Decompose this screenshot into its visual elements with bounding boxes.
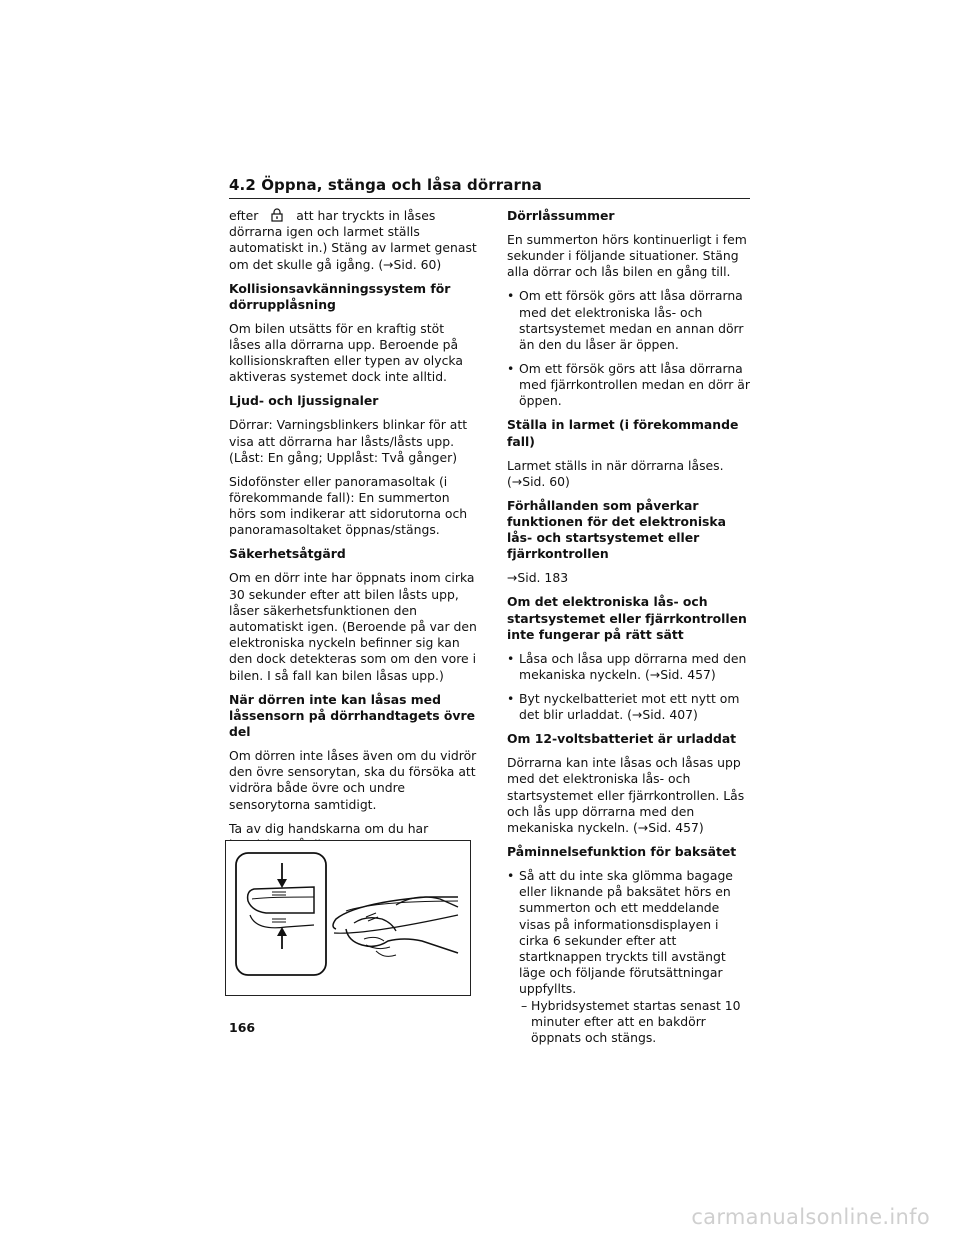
- signals-heading: Ljud- och ljussignaler: [229, 393, 379, 409]
- lock-icon: [262, 208, 292, 222]
- section-title: 4.2 Öppna, stänga och låsa dörrarna: [229, 176, 543, 194]
- intro-paragraph: [229, 208, 479, 273]
- list-item: • Låsa och låsa upp dörrarna med den mekaniska nyckeln. (→Sid. 457): [507, 651, 751, 683]
- list-item: • Byt nyckelbatteriet mot ett nytt om det blir urladdat. (→Sid. 407): [507, 691, 751, 723]
- malfunction-list: [507, 651, 751, 724]
- malfunction-heading: Om det elektroniska lås- och startsystemet eller fjärrkontrollen inte fungerar på rätt sätt: [507, 594, 747, 642]
- alarm-heading: Ställa in larmet (i förekommande fall): [507, 417, 739, 449]
- right-column: [507, 208, 751, 1054]
- title-divider: [229, 198, 750, 199]
- signals-text-windows: Sidofönster eller panoramasoltak (i förekommande fall): En summerton hörs som indikerar att sidorutorna och panoramasoltaket öppnas/stängs.: [229, 473, 468, 538]
- signals-text-doors: Dörrar: Varningsblinkers blinkar för att visa att dörrarna har låsts/låsts upp. (Låst: En gång; Upplåst: Två gånger): [229, 417, 468, 465]
- conditions-heading: Förhållanden som påverkar funktionen för det elektroniska lås- och startsystemet eller fjärrkontrollen: [507, 497, 727, 562]
- left-column: [229, 208, 479, 861]
- collision-heading: Kollisionsavkänningssystem för dörrupplåsning: [229, 280, 451, 312]
- list-item: • Om ett försök görs att låsa dörrarna med fjärrkontrollen medan en dörr är öppen.: [507, 361, 751, 410]
- sensor-heading: När dörren inte kan låsas med låssensorn på dörrhandtagets övre del: [229, 691, 476, 740]
- door-handle-lock-sensor-illustration: [226, 841, 470, 995]
- conditions-reference: →Sid. 183: [507, 570, 569, 586]
- alarm-text: Larmet ställs in när dörrarna låses. (→Sid. 60): [507, 457, 724, 489]
- battery-heading: Om 12-voltsbatteriet är urladdat: [507, 731, 737, 747]
- reminder-list: [507, 868, 751, 1046]
- reminder-sub-text: Hybridsystemet startas senast 10 minuter efter att en bakdörr öppnats och stängs.: [531, 997, 741, 1046]
- safety-heading: Säkerhetsåtgärd: [229, 546, 346, 562]
- reminder-text: Så att du inte ska glömma bagage eller liknande på baksätet hörs en summerton och ett meddelande visas på informationsdisplayen i cirka 6 sekunder efter att startknappen tryckts till avstängt läge och följande förutsättningar uppfyllts.: [519, 868, 733, 997]
- page-number: 166: [229, 1020, 256, 1035]
- list-item: • Om ett försök görs att låsa dörrarna med det elektroniska lås- och startsystemet medan en annan dörr än den du låser är öppen.: [507, 288, 751, 353]
- collision-text: Om bilen utsätts för en kraftig stöt låses alla dörrarna upp. Beroende på kollisionskraften eller typen av olycka aktiveras systemet dock inte alltid.: [229, 320, 463, 385]
- intro-text-start: efter: [229, 208, 259, 223]
- safety-text: Om en dörr inte har öppnats inom cirka 30 sekunder efter att bilen låsts upp, låser säkerhetsfunktionen den automatiskt igen. (Beroende på var den elektroniska nyckeln befinner sig kan den dock detekteras som om den vore i bilen. I så fall kan bilen låsas upp.): [229, 570, 477, 683]
- door-handle-figure: [225, 840, 471, 996]
- reminder-heading: Påminnelsefunktion för baksätet: [507, 844, 737, 860]
- reminder-sub-item: [519, 998, 751, 1047]
- battery-text: Dörrarna kan inte låsas och låsas upp med det elektroniska lås- och startsystemet eller fjärrkontrollen. Lås och lås upp dörrarna med den mekaniska nyckeln. (→Sid. 457): [507, 755, 745, 836]
- buzzer-heading: Dörrlåssummer: [507, 208, 615, 223]
- list-item: [507, 868, 751, 1046]
- dash-marker: –: [521, 997, 528, 1013]
- intro-text-end: att har tryckts in låses dörrarna igen och larmet ställs automatiskt in.) Stäng av larmet genast om det skulle gå igång. (→Sid. 60): [229, 208, 477, 272]
- sensor-text: Om dörren inte låses även om du vidrör den övre sensorytan, ska du försöka att vidröra både övre och undre sensorytorna samtidigt.: [229, 748, 477, 812]
- gloves-text: Ta av dig handskarna om du har: [229, 820, 429, 836]
- buzzer-list: [507, 288, 751, 409]
- watermark: carmanualsonline.info: [691, 1205, 930, 1229]
- buzzer-text: En summerton hörs kontinuerligt i fem sekunder i följande situationer. Stäng alla dörrar och lås bilen en gång till.: [507, 232, 747, 280]
